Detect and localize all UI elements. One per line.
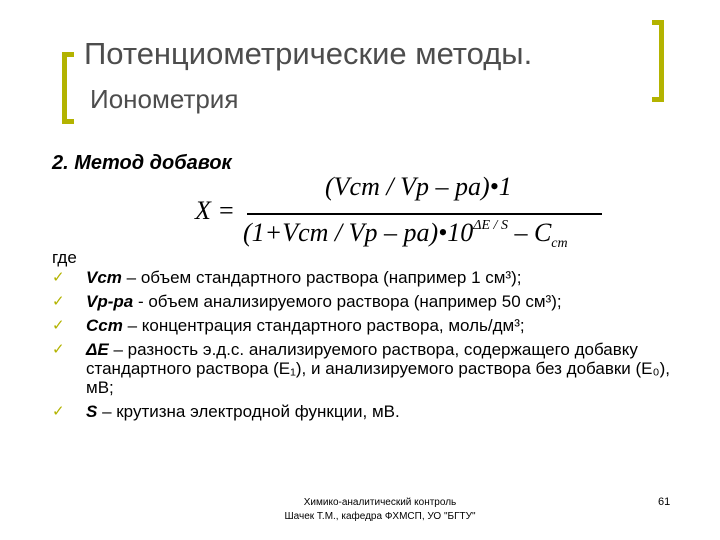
list-item xyxy=(52,402,672,421)
slide-title: Потенциометрические методы. xyxy=(84,36,533,71)
item-symbol: ΔЕ xyxy=(86,340,109,359)
formula-denominator xyxy=(243,218,568,251)
checkmark-icon: ✓ xyxy=(52,341,65,358)
footer-line-2: Шачек Т.М., кафедра ФХМСП, УО "БГТУ" xyxy=(284,511,476,522)
list-item xyxy=(52,292,672,311)
item-text: – концентрация стандартного раствора, моль/дм³; xyxy=(122,316,525,335)
item-text: - объем анализируемого раствора (например 50 см³); xyxy=(133,292,562,311)
footer-line-1: Химико-аналитический контроль xyxy=(303,497,457,508)
page-number: 61 xyxy=(658,496,671,508)
item-symbol: S xyxy=(86,402,98,421)
item-text: – крутизна электродной функции, мВ. xyxy=(97,402,400,421)
denominator-tail: – C xyxy=(507,218,552,247)
title-right-bracket xyxy=(652,20,664,102)
item-text: – объем стандартного раствора (например 1 см³); xyxy=(121,268,522,287)
item-text: – разность э.д.с. анализируемого раствора, содержащего добавку стандартного раствора (E₁), и анализируемого раствора без добавки (E₀), мВ; xyxy=(86,340,670,397)
slide-title-second-line: Ионометрия xyxy=(90,84,239,114)
list-item xyxy=(52,268,672,287)
denominator-exponent: ΔE / S xyxy=(473,218,508,233)
section-heading: 2. Метод добавок xyxy=(52,152,232,174)
denominator-main: (1+Vст / Vр – ра)•10 xyxy=(243,218,474,247)
item-symbol: Сст xyxy=(86,316,123,335)
where-label: где xyxy=(52,248,77,267)
item-symbol: Vст xyxy=(86,268,122,287)
formula-numerator: (Vст / Vр – ра)•1 xyxy=(325,172,512,201)
item-symbol: Vр-ра xyxy=(86,292,134,311)
definitions-list xyxy=(52,268,672,426)
formula-lhs: X = xyxy=(195,196,235,225)
checkmark-icon: ✓ xyxy=(52,269,65,286)
checkmark-icon: ✓ xyxy=(52,403,65,420)
footer xyxy=(240,496,520,524)
formula xyxy=(195,172,605,262)
checkmark-icon: ✓ xyxy=(52,293,65,310)
list-item xyxy=(52,316,672,335)
checkmark-icon: ✓ xyxy=(52,317,65,334)
denominator-tail-subscript: ст xyxy=(551,236,568,251)
list-item xyxy=(52,340,672,397)
fraction-bar xyxy=(247,213,602,215)
title-left-bracket xyxy=(62,52,74,124)
